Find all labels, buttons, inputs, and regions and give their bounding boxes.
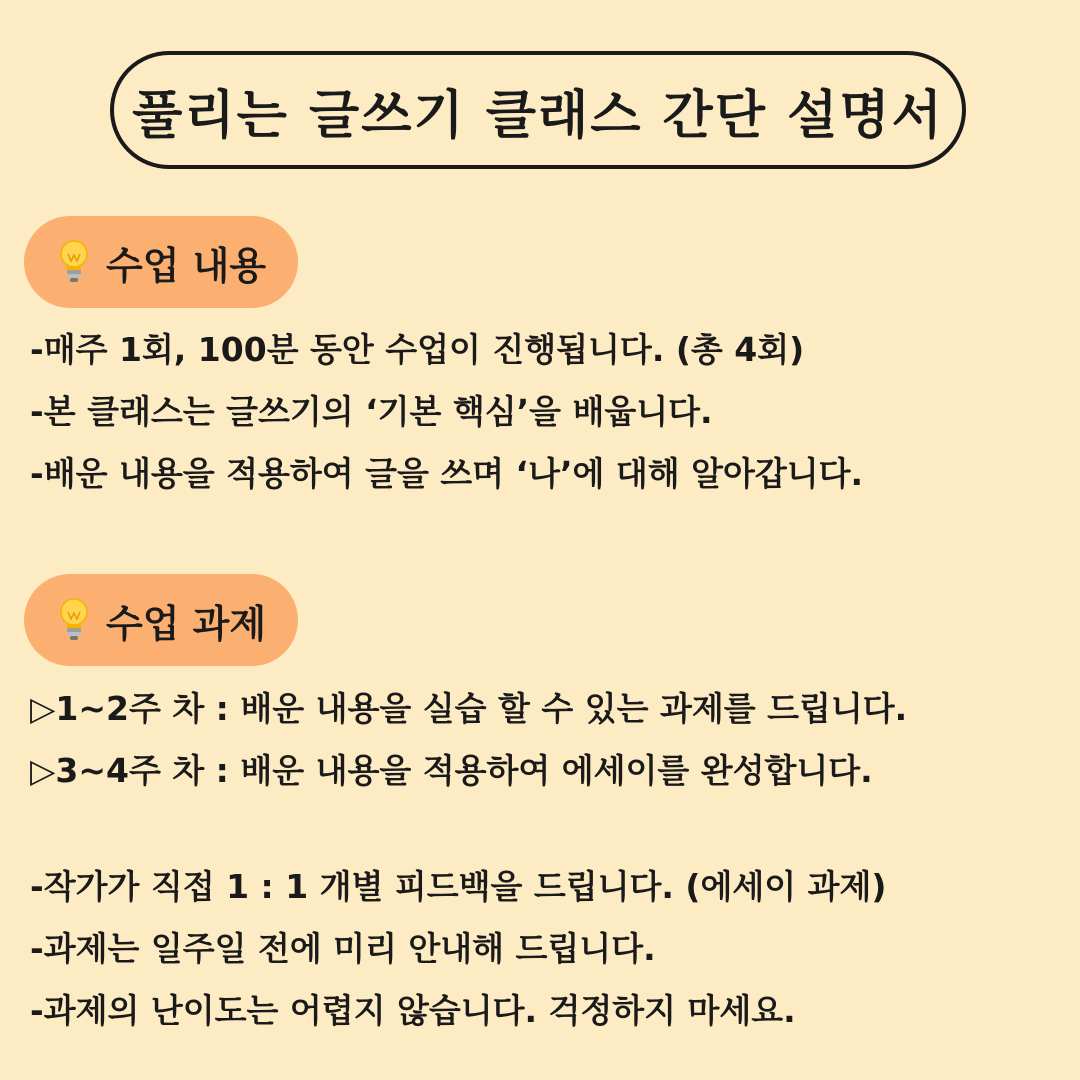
list-item: ▷3~4주 차 : 배운 내용을 적용하여 에세이를 완성합니다. (30, 751, 873, 790)
page-title: 풀리는 글쓰기 클래스 간단 설명서 (132, 85, 944, 146)
lightbulb-icon (56, 597, 92, 643)
section-heading-assignment (24, 574, 298, 666)
section-heading-label: 수업 내용 (106, 243, 267, 288)
section-heading-content (24, 216, 298, 308)
list-item: -본 클래스는 글쓰기의 ‘기본 핵심’을 배웁니다. (30, 392, 713, 431)
list-item: ▷1~2주 차 : 배운 내용을 실습 할 수 있는 과제를 드립니다. (30, 689, 908, 728)
title-banner (110, 51, 966, 169)
list-item: -과제는 일주일 전에 미리 안내해 드립니다. (30, 929, 656, 968)
lightbulb-icon (56, 239, 92, 285)
list-item: -매주 1회, 100분 동안 수업이 진행됩니다. (총 4회) (30, 330, 805, 369)
list-item: -배운 내용을 적용하여 글을 쓰며 ‘나’에 대해 알아갑니다. (30, 454, 864, 493)
content-list (30, 330, 864, 519)
list-item: -작가가 직접 1 : 1 개별 피드백을 드립니다. (에세이 과제) (30, 867, 887, 906)
list-item: -과제의 난이도는 어렵지 않습니다. 걱정하지 마세요. (30, 991, 796, 1030)
notes-list (30, 867, 887, 1056)
section-heading-label: 수업 과제 (106, 601, 267, 646)
assignment-list (30, 689, 908, 816)
